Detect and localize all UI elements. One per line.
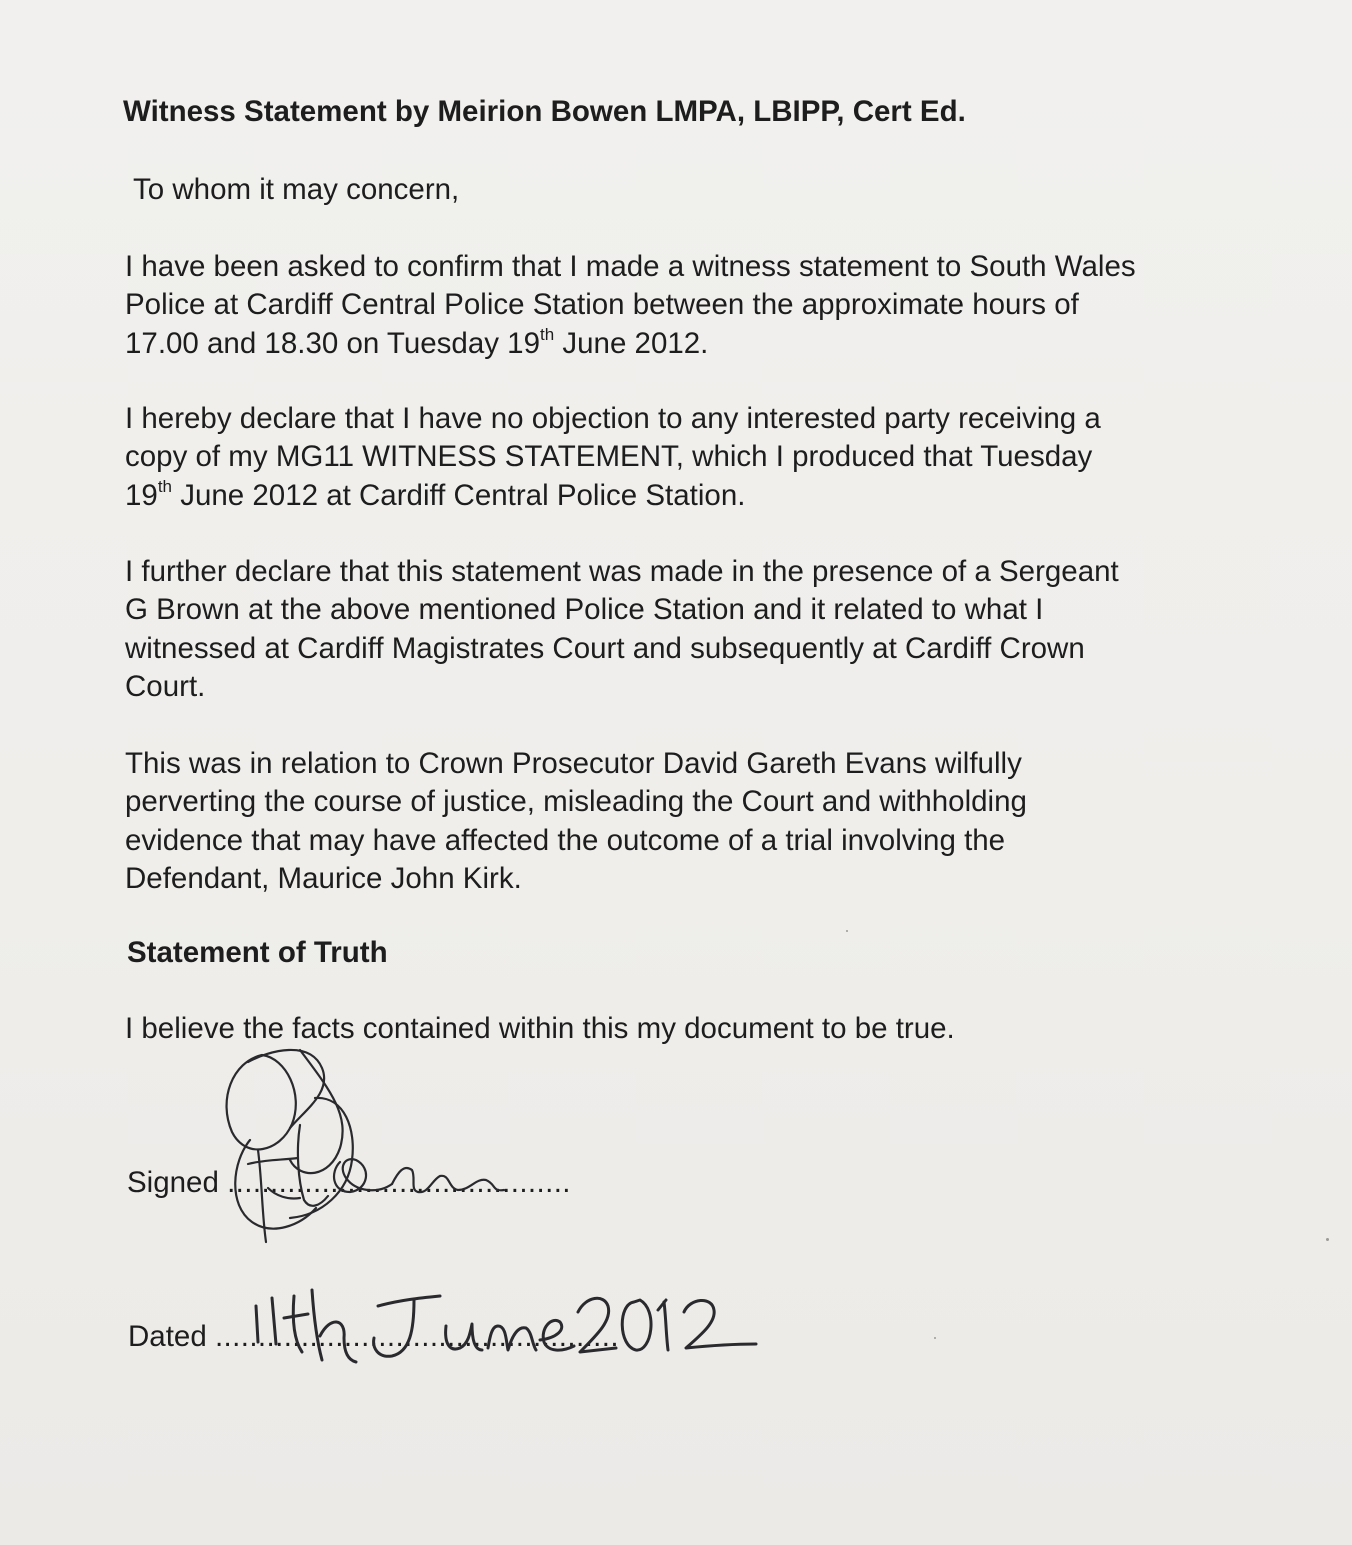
paragraph-line: I hereby declare that I have no objection to any interested party receiving a	[125, 402, 1101, 435]
paragraph-line: I further declare that this statement was made in the presence of a Sergeant	[125, 555, 1119, 588]
ordinal-suffix: th	[540, 324, 555, 344]
ordinal-suffix: th	[157, 476, 173, 496]
signed-label: Signed	[127, 1166, 219, 1199]
paragraph-line: copy of my MG11 WITNESS STATEMENT, which I produced that Tuesday	[125, 440, 1093, 474]
paragraph-line: Court.	[125, 669, 206, 703]
text-fragment: June 2012 at Cardiff Central Police Station.	[172, 478, 746, 512]
paragraph-line: evidence that may have affected the outcome of a trial involving the	[125, 823, 1006, 857]
text-fragment: June 2012.	[554, 326, 709, 360]
paragraph-line: G Brown at the above mentioned Police Station and it related to what I	[125, 593, 1044, 627]
paragraph-line: Police at Cardiff Central Police Station between the approximate hours of	[125, 288, 1079, 322]
paragraph-line: witnessed at Cardiff Magistrates Court and subsequently at Cardiff Crown	[125, 631, 1085, 665]
dated-label: Dated	[128, 1320, 207, 1353]
text-fragment: 19	[125, 478, 158, 512]
statement-of-truth-heading: Statement of Truth	[127, 936, 388, 969]
greeting: To whom it may concern,	[133, 173, 460, 206]
paragraph-line: perverting the course of justice, misleading the Court and withholding	[125, 785, 1027, 819]
statement-of-truth-text: I believe the facts contained within this my document to be true.	[125, 1012, 955, 1045]
text-fragment: 17.00 and 18.30 on Tuesday 19	[125, 326, 540, 360]
paper-speck	[934, 1337, 936, 1339]
paper-speck	[846, 930, 848, 932]
paragraph-line: This was in relation to Crown Prosecutor David Gareth Evans wilfully	[125, 747, 1022, 780]
signature-line: ........................................	[227, 1166, 571, 1199]
paragraph-line: Defendant, Maurice John Kirk.	[125, 861, 522, 895]
statement-title: Witness Statement by Meirion Bowen LMPA, LBIPP, Cert Ed.	[123, 95, 966, 128]
date-line: ...............................................	[214, 1320, 619, 1353]
paper-speck	[1326, 1238, 1329, 1241]
paragraph-line: I have been asked to confirm that I made a witness statement to South Wales	[125, 250, 1136, 283]
